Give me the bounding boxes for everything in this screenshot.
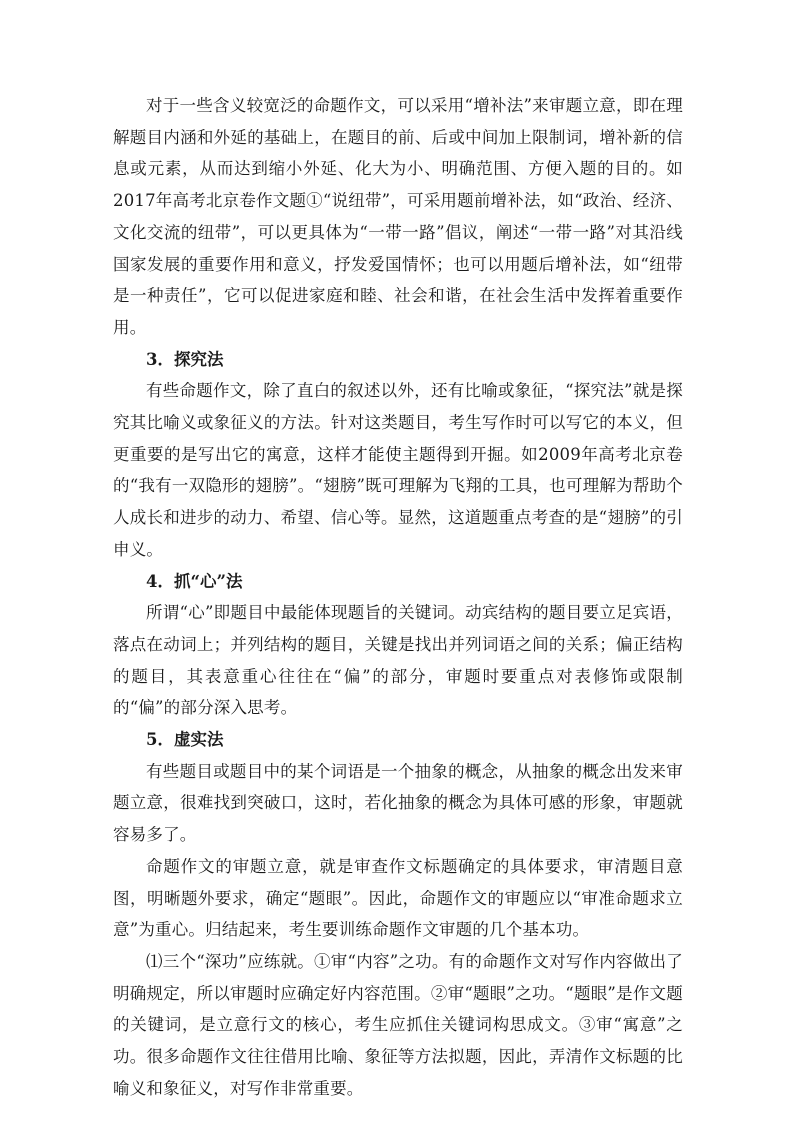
heading-abstract-concrete-method: 5．虚实法 <box>146 730 224 750</box>
heading-core-method: 4．抓“心”法 <box>146 571 243 591</box>
paragraph-additive-method: 对于一些含义较宽泛的命题作文，可以采用“增补法”来审题立意，即在理解题目内涵和外延的基础上，在题目的前、后或中间加上限制词，增补新的信息或元素，从而达到缩小外延、化大为小、明确范围、方便入题的目的。如2017年高考北京卷作文题①“说纽带”，可采用题前增补法，如“政治、经济、文化交流的纽带”，可以更具体为“一带一路”倡议，阐述“一带一路”对其沿线国家发展的重要作用和意义，抒发爱国情怀；也可以用题后增补法，如“纽带是一种责任”，它可以促进家庭和睦、社会和谐，在社会生活中发挥着重要作用。 <box>113 96 683 337</box>
document-page <box>113 90 683 1105</box>
paragraph-abstract-concrete-method: 有些题目或题目中的某个词语是一个抽象的概念，从抽象的概念出发来审题立意，很难找到突破口，这时，若化抽象的概念为具体可感的形象，审题就容易多了。 <box>113 761 683 845</box>
paragraph-summary: 命题作文的审题立意，就是审查作文标题确定的具体要求，审清题目意图，明晰题外要求，确定“题眼”。因此，命题作文的审题应以“审准命题求立意”为重心。归结起来，考生要训练命题作文审题的几个基本功。 <box>113 856 683 940</box>
paragraph-three-skills: ⑴三个“深功”应练就。①审“内容”之功。有的命题作文对写作内容做出了明确规定，所以审题时应确定好内容范围。②审“题眼”之功。“题眼”是作文题的关键词，是立意行文的核心，考生应抓住关键词构思成文。③审“寓意”之功。很多命题作文往往借用比喻、象征等方法拟题，因此，弄清作文标题的比喻义和象征义，对写作非常重要。 <box>113 951 683 1098</box>
paragraph-core-method: 所谓“心”即题目中最能体现题旨的关键词。动宾结构的题目要立足宾语，落点在动词上；并列结构的题目，关键是找出并列词语之间的关系；偏正结构的题目，其表意重心往往在“偏”的部分，审题时要重点对表修饰或限制的“偏”的部分深入思考。 <box>113 603 683 718</box>
paragraph-exploration-method: 有些命题作文，除了直白的叙述以外，还有比喻或象征，“探究法”就是探究其比喻义或象征义的方法。针对这类题目，考生写作时可以写它的本义，但更重要的是写出它的寓意，这样才能使主题得到开掘。如2009年高考北京卷的“我有一双隐形的翅膀”。“翅膀”既可理解为飞翔的工具，也可理解为帮助个人成长和进步的动力、希望、信心等。显然，这道题重点考查的是“翅膀”的引申义。 <box>113 381 683 559</box>
heading-exploration-method: 3．探究法 <box>146 349 224 369</box>
